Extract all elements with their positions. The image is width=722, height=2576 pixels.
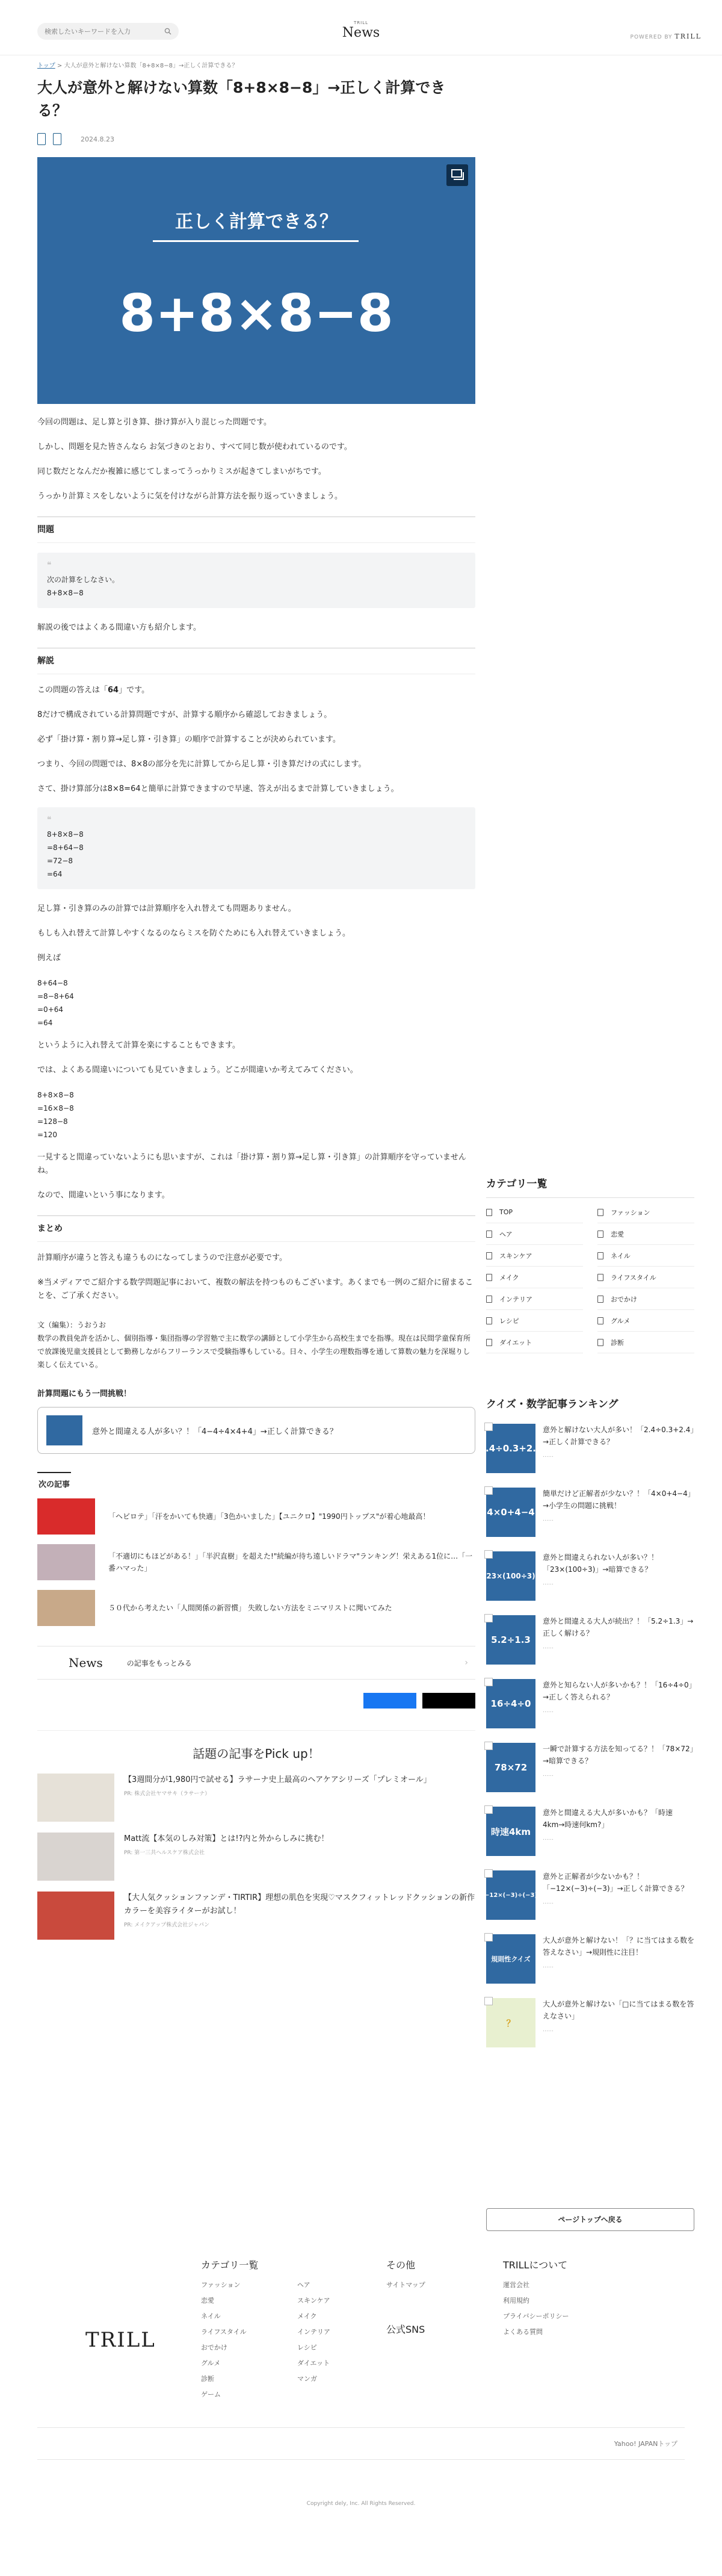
category-icon <box>486 1231 492 1238</box>
back-to-top-button[interactable]: ページトップへ戻る <box>486 2208 694 2231</box>
x-share-button[interactable] <box>422 1693 475 1709</box>
footer-category-list <box>201 2280 297 2405</box>
publish-date: 2024.8.23 <box>81 135 114 143</box>
ranking-item[interactable] <box>479 1424 694 1482</box>
next-article-title: 「ヘビロテ」「汗をかいても快適」「3色かいました」【ユニクロ】"1990円トップス"が着心地最高！ <box>108 1512 430 1521</box>
ranking-thumbnail: 78×72 <box>486 1743 535 1792</box>
share-buttons <box>37 1693 475 1709</box>
footer-other-list <box>386 2280 425 2295</box>
ranking-more-icon: …… <box>543 1899 554 1905</box>
sidebar-ranking-heading: クイズ・数学記事ランキング <box>486 1398 619 1411</box>
challenge-link-card[interactable] <box>37 1407 475 1454</box>
calc-line: 8+64−8 <box>37 979 68 987</box>
sidebar-category-item[interactable] <box>597 1332 694 1353</box>
ranking-item[interactable] <box>486 1551 694 1609</box>
next-article-item[interactable] <box>37 1497 475 1536</box>
rank-badge <box>484 1614 493 1622</box>
footer-link[interactable]: ネイル <box>201 2312 221 2320</box>
logo-small: TRILL <box>353 20 368 25</box>
sidebar-category-heading: カテゴリ一覧 <box>486 1175 694 1198</box>
intro-paragraph: うっかり計算ミスをしないように気を付けながら計算方法を振り返っていきましょう。 <box>37 492 343 501</box>
quote-mark-icon: ❝ <box>47 560 52 570</box>
ranking-title: 意外と正解者が少ないかも？！「−12×(−3)÷(−3)」→正しく計算できる？ <box>543 1872 688 1893</box>
ranking-thumbnail: ？ <box>486 1998 535 2047</box>
next-article-item[interactable] <box>37 1588 475 1628</box>
article-meta <box>37 133 475 145</box>
calc-line: =64 <box>47 870 63 878</box>
calc-line: =72−8 <box>47 857 73 865</box>
site-header <box>0 0 722 55</box>
intro-paragraph: 今回の問題は、足し算と引き算、掛け算が入り混じった問題です。 <box>37 418 271 427</box>
category-icon <box>486 1274 492 1281</box>
calc-line: =120 <box>37 1131 57 1139</box>
challenge-heading: 計算問題にもう一問挑戦！ <box>37 1389 132 1398</box>
sidebar-category-item[interactable] <box>597 1267 694 1288</box>
category-icon <box>597 1209 603 1216</box>
next-articles-heading: 次の記事 <box>37 1472 71 1489</box>
more-articles-text: の記事をもっとみる <box>126 1659 192 1668</box>
footer-about-column <box>503 2258 569 2342</box>
article-body <box>37 416 475 1371</box>
breadcrumb <box>37 60 475 69</box>
category-label: レシピ <box>499 1317 519 1325</box>
ranking-item[interactable] <box>486 1679 694 1737</box>
answer-paragraph <box>37 684 475 697</box>
calculation-box <box>37 807 475 889</box>
logo-text: News <box>342 25 380 40</box>
ranking-item[interactable] <box>486 1998 694 2056</box>
summary-paragraph: ※当メディアでご紹介する数学問題記事において、複数の解法を持つものもございます。あくまでも一例のご紹介に留まることを、ご了承ください。 <box>37 1278 473 1300</box>
ranking-item[interactable] <box>486 1743 694 1801</box>
mid-paragraph: では、よくある間違いについても見ていきましょう。どこが間違いか考えてみてください。 <box>37 1066 358 1075</box>
footer-link[interactable]: 利用規約 <box>503 2297 529 2304</box>
category-label: ネイル <box>611 1252 631 1260</box>
footer-bottom-bar <box>37 2427 685 2460</box>
pickup-title: 【大人気クッションファンデ・TIRTIR】理想の肌色を実現♡マスクフィットレッドクッションの新作カラーを美容ライターがお試し！ <box>124 1893 475 1916</box>
footer-other-heading: その他 <box>386 2259 416 2271</box>
sidebar-category-item[interactable] <box>486 1245 583 1267</box>
footer-link[interactable]: サイトマップ <box>386 2281 425 2289</box>
next-article-title: 「不適切にもほどがある！」「半沢直樹」を超えた!"続編が待ち遠しいドラマ"ランキング！栄えある1位に…「一番ハマった」 <box>108 1552 473 1572</box>
category-label: TOP <box>499 1208 513 1216</box>
hero-question: 正しく計算できる？ <box>175 211 338 232</box>
ranking-title: 大人が意外と解けない「□に当てはまる数を答えなさい」 <box>543 2000 694 2020</box>
category-label: スキンケア <box>499 1252 532 1260</box>
share-icon[interactable] <box>53 133 61 145</box>
footer-link[interactable]: メイク <box>297 2312 317 2320</box>
challenge-link-text: 意外と間違える人が多い？！「4−4÷4×4+4」→正しく計算できる？ <box>92 1427 338 1436</box>
explain-paragraph: 必ず「掛け算・割り算→足し算・引き算」の順序で計算することが決められています。 <box>37 735 341 744</box>
sidebar-category-item[interactable] <box>597 1245 694 1267</box>
intro-paragraph: しかし、問題を見た皆さんなら お気づきのとおり、すべて同じ数が使われているのです。 <box>37 442 352 452</box>
footer-category-grid <box>201 2280 363 2405</box>
footer-category-list <box>297 2280 363 2405</box>
sidebar-category-item[interactable] <box>597 1310 694 1332</box>
footer-link[interactable]: ヘア <box>297 2281 310 2289</box>
category-icon <box>486 1209 492 1216</box>
powered-by <box>631 33 702 40</box>
footer-link[interactable]: よくある質問 <box>503 2328 543 2336</box>
next-articles-list <box>37 1497 475 1628</box>
category-icon <box>597 1317 603 1324</box>
ranking-more-icon: …… <box>543 1453 554 1459</box>
ranking-more-icon: …… <box>543 2027 554 2033</box>
ranking-title: 意外と間違える大人が続出？！「5.2÷1.3」→正しく解ける？ <box>543 1617 694 1637</box>
sidebar-category-item[interactable] <box>597 1202 694 1223</box>
footer-link[interactable]: おでかけ <box>201 2344 227 2351</box>
ranking-more-icon: …… <box>543 1963 554 1969</box>
explain-paragraph: つまり、今回の問題では、8×8の部分を先に計算してから足し算・引き算だけの式にします。 <box>37 760 366 769</box>
copyright: Copyright dely, Inc. All Rights Reserved. <box>306 2501 416 2507</box>
calc-line: 8+8×8−8 <box>37 1091 74 1099</box>
hero-underline <box>153 240 359 242</box>
article-title: 大人が意外と解けない算数「8+8×8−8」→正しく計算できる？ <box>37 79 446 119</box>
footer-link[interactable]: レシピ <box>297 2344 317 2351</box>
explain-paragraph: さて、掛け算部分は8×8=64と簡単に計算できますので早速、答えが出るまで計算していきましょう。 <box>37 784 399 793</box>
hero-image <box>37 157 475 404</box>
author-name: 文（編集）：うおうお <box>37 1321 106 1329</box>
yahoo-top-link[interactable]: Yahoo! JAPANトップ <box>614 2440 677 2448</box>
explain-paragraph: 8だけで構成されている計算問題ですが、計算する順序から確認しておきましょう。 <box>37 710 332 719</box>
section-heading-problem: 問題 <box>37 517 475 543</box>
challenge-thumbnail <box>46 1415 82 1445</box>
problem-instruction: 次の計算をしなさい。 <box>47 576 120 584</box>
footer-other-column <box>386 2258 425 2336</box>
category-label: おでかけ <box>611 1295 637 1303</box>
section-heading-explain: 解説 <box>37 648 475 674</box>
category-label: ヘア <box>499 1230 513 1238</box>
author-box <box>37 1318 475 1371</box>
breadcrumb-top-link[interactable]: トップ <box>37 63 55 69</box>
pickup-thumbnail <box>37 1833 114 1881</box>
rank-badge <box>484 1678 493 1686</box>
pickup-thumbnail <box>37 1774 114 1822</box>
footer-link[interactable]: ファッション <box>201 2281 241 2289</box>
category-icon <box>597 1274 603 1281</box>
wrong-calc <box>37 1088 475 1141</box>
category-icon <box>486 1317 492 1324</box>
breadcrumb-current: > 大人が意外と解けない算数「8+8×8−8」→正しく計算できる？ <box>55 63 238 69</box>
pickup-source: PR: 株式会社ヤマサキ（ラサーナ） <box>124 1791 211 1797</box>
pickup-item[interactable] <box>37 1774 475 1824</box>
ranking-thumbnail: 4×0+4−4 <box>486 1488 535 1537</box>
category-label: ダイエット <box>499 1338 532 1347</box>
ranking-item[interactable] <box>486 1615 694 1673</box>
gallery-icon[interactable] <box>446 164 468 186</box>
answer-pre: この問題の答えは「 <box>37 686 108 695</box>
pickup-thumbnail <box>37 1892 114 1940</box>
category-icon <box>486 1252 492 1259</box>
mid-paragraph: 足し算・引き算のみの計算では計算順序を入れ替えても問題ありません。 <box>37 904 296 913</box>
site-footer <box>0 2245 722 2576</box>
intro-paragraph: 同じ数だとなんだか複雑に感じてしまってうっかりミスが起きてしまいがちです。 <box>37 467 326 476</box>
powered-brand[interactable]: TRILL <box>674 33 702 40</box>
category-icon <box>486 1296 492 1303</box>
category-label: ファッション <box>611 1208 650 1217</box>
more-logo: News <box>69 1656 103 1670</box>
category-icon <box>486 1339 492 1346</box>
ranking-thumbnail: 時速4km <box>486 1807 535 1856</box>
ranking-title: 一瞬で計算する方法を知ってる？！「78×72」→暗算できる？ <box>543 1745 694 1765</box>
category-label: 恋愛 <box>611 1230 624 1238</box>
footer-category-column <box>201 2258 363 2405</box>
sidebar-category-item[interactable] <box>486 1223 583 1245</box>
footer-link[interactable]: グルメ <box>201 2359 221 2367</box>
category-icon <box>597 1252 603 1259</box>
ranking-item[interactable] <box>486 1807 694 1864</box>
rank-badge <box>484 1869 493 1878</box>
quote-mark-icon: ❝ <box>47 815 52 825</box>
sidebar-category-item[interactable] <box>486 1288 583 1310</box>
footer-link[interactable]: 恋愛 <box>201 2297 214 2304</box>
rank-badge <box>484 1933 493 1941</box>
ranking-item[interactable] <box>486 1934 694 1992</box>
footer-logo[interactable]: TRILL <box>85 2328 156 2352</box>
rank-badge <box>484 1997 493 2005</box>
pickup-item[interactable] <box>37 1833 475 1883</box>
mid-paragraph: 例えば <box>37 954 61 963</box>
next-article-thumbnail <box>37 1590 95 1626</box>
category-label: メイク <box>499 1273 519 1282</box>
footer-link[interactable]: 運営会社 <box>503 2281 529 2289</box>
category-icon <box>597 1296 603 1303</box>
ranking-more-icon: …… <box>543 1708 554 1714</box>
powered-label: POWERED BY <box>630 34 673 40</box>
category-icon <box>597 1231 603 1238</box>
footer-about-heading: TRILLについて <box>503 2259 568 2271</box>
section-heading-summary: まとめ <box>37 1215 475 1242</box>
ranking-more-icon: …… <box>543 1772 554 1778</box>
footer-link[interactable]: マンガ <box>297 2375 317 2383</box>
calc-line: =128−8 <box>37 1117 68 1126</box>
example-calc <box>37 976 475 1029</box>
bookmark-icon[interactable] <box>37 133 46 145</box>
footer-category-heading: カテゴリ一覧 <box>201 2259 259 2271</box>
next-article-thumbnail <box>37 1498 95 1535</box>
ranking-title: 大人が意外と解けない！「？に当てはまる数を答えなさい」→規則性に注目！ <box>543 1936 695 1957</box>
search-box[interactable] <box>37 23 179 40</box>
ranking-thumbnail: 16÷4÷0 <box>486 1679 535 1728</box>
hero-formula: 8+8×8−8 <box>119 284 393 344</box>
ranking-thumbnail: 2.4÷0.3+2.4 <box>486 1424 535 1473</box>
article-column <box>37 60 475 1951</box>
category-icon <box>597 1339 603 1346</box>
calc-line: =16×8−8 <box>37 1104 74 1113</box>
sidebar <box>479 1175 695 2056</box>
footer-link[interactable]: ゲーム <box>201 2391 221 2398</box>
footer-link[interactable]: ダイエット <box>297 2359 330 2367</box>
search-input[interactable] <box>45 28 164 36</box>
sidebar-category-item[interactable] <box>486 1202 583 1223</box>
mid-paragraph: なので、間違いという事になります。 <box>37 1191 170 1200</box>
rank-badge <box>484 1486 493 1495</box>
footer-link[interactable]: 診断 <box>201 2375 214 2383</box>
footer-sns-heading: 公式SNS <box>386 2324 425 2335</box>
answer-post: 」です。 <box>119 686 150 695</box>
category-label: インテリア <box>499 1295 532 1303</box>
problem-formula: 8+8×8−8 <box>47 589 84 597</box>
sidebar-category-item[interactable] <box>597 1223 694 1245</box>
summary-paragraph: 計算順序が違うと答えも違うものになってしまうので注意が必要です。 <box>37 1253 287 1262</box>
footer-about-list <box>503 2280 569 2342</box>
ranking-title: 簡単だけど正解者が少ない？！「4×0+4−4」→小学生の問題に挑戦！ <box>543 1489 691 1510</box>
problem-box <box>37 553 475 608</box>
next-article-title: ５０代から考えたい「人間関係の新習慣」 失敗しない方法をミニマリストに聞いてみた <box>108 1604 392 1612</box>
calc-line: 8+8×8−8 <box>47 830 84 839</box>
mid-paragraph: というように入れ替えて計算を楽にすることもできます。 <box>37 1041 240 1050</box>
ranking-title: 意外と間違えられない人が多い？！「23×(100÷3)」→暗算できる？ <box>543 1553 659 1574</box>
category-label: ライフスタイル <box>611 1273 656 1282</box>
ranking-title: 意外と間違える大人が多いかも？「時速4km→時速何km?」 <box>543 1808 673 1829</box>
footer-link[interactable]: スキンケア <box>297 2297 330 2304</box>
ranking-thumbnail: −12×(−3)÷(−3) <box>486 1870 535 1920</box>
ranking-thumbnail: 23×(100÷3) <box>486 1551 535 1601</box>
rank-badge <box>484 1805 493 1814</box>
sidebar-category-item[interactable] <box>486 1267 583 1288</box>
sidebar-category-list <box>486 1202 694 1353</box>
ranking-more-icon: …… <box>543 1836 554 1842</box>
pickup-source: PR: メイクアップ株式会社ジャパン <box>124 1922 210 1928</box>
mid-paragraph: もしも入れ替えて計算しやすくなるのならミスを防ぐためにも入れ替えていきましょう。 <box>37 929 351 938</box>
ranking-item[interactable] <box>486 1488 694 1545</box>
calc-line: =64 <box>37 1019 53 1027</box>
site-logo[interactable] <box>337 20 385 40</box>
calc-line: =8−8+64 <box>37 992 74 1001</box>
ranking-more-icon: …… <box>543 1516 554 1522</box>
pickup-title: Matt流【本気のしみ対策】とは!?内と外からしみに挑む！ <box>124 1834 329 1843</box>
answer-value: 64 <box>108 686 119 695</box>
ranking-list <box>479 1424 695 2056</box>
category-label: グルメ <box>611 1317 631 1325</box>
ranking-more-icon: …… <box>543 1580 554 1586</box>
footer-link[interactable]: ライフスタイル <box>201 2328 247 2336</box>
chevron-right-icon: › <box>464 1658 468 1668</box>
mid-paragraph: 一見すると間違っていないようにも思いますが、これは「掛け算・割り算→足し算・引き算」の計算順序を守っていませんね。 <box>37 1153 466 1175</box>
ranking-thumbnail: 5.2÷1.3 <box>486 1615 535 1665</box>
ranking-thumbnail: 規則性クイズ <box>486 1934 535 1984</box>
footer-link[interactable]: プライバシーポリシー <box>503 2312 569 2320</box>
sidebar-category-item[interactable] <box>597 1288 694 1310</box>
ranking-title: 意外と知らない人が多いかも？！「16÷4÷0」→正しく答えられる？ <box>543 1681 693 1701</box>
pickup-heading: 話題の記事をPick up！ <box>37 1730 475 1761</box>
rank-badge <box>484 1423 493 1431</box>
calc-line: =8+64−8 <box>47 843 84 852</box>
ranking-title: 意外と解けない大人が多い！「2.4÷0.3+2.4」→正しく計算できる？ <box>543 1426 694 1446</box>
pickup-title: 【3週間分が1,980円で試せる】ラサーナ史上最高のヘアケアシリーズ「プレミオール」 <box>124 1775 431 1784</box>
calc-line: =0+64 <box>37 1005 64 1014</box>
sidebar-category-item[interactable] <box>486 1332 583 1353</box>
facebook-share-button[interactable] <box>363 1693 416 1709</box>
next-article-thumbnail <box>37 1544 95 1580</box>
ranking-item[interactable] <box>486 1870 694 1928</box>
footer-link[interactable]: インテリア <box>297 2328 330 2336</box>
next-article-item[interactable] <box>37 1542 475 1582</box>
pickup-source: PR: 第一三共ヘルスケア株式会社 <box>124 1850 205 1856</box>
ranking-more-icon: …… <box>543 1644 554 1650</box>
author-bio: 数学の教員免許を活かし、個別指導・集団指導の学習塾で主に数学の講師として小学生から高校生までを指導。現在は民間学童保育所で放課後児童支援員として勤務しながらフリーランスで受験指導もしている。日々、小学生の理数指導を通して算数の魅力を深堀りし楽しく伝えている。 <box>37 1334 471 1369</box>
pickup-item[interactable] <box>37 1892 475 1942</box>
sidebar-category-item[interactable] <box>486 1310 583 1332</box>
rank-badge <box>484 1550 493 1559</box>
category-label: 診断 <box>611 1338 624 1347</box>
rank-badge <box>484 1742 493 1750</box>
search-icon[interactable] <box>164 28 171 35</box>
problem-note: 解説の後ではよくある間違い方も紹介します。 <box>37 623 201 632</box>
more-articles-link[interactable] <box>37 1646 475 1680</box>
